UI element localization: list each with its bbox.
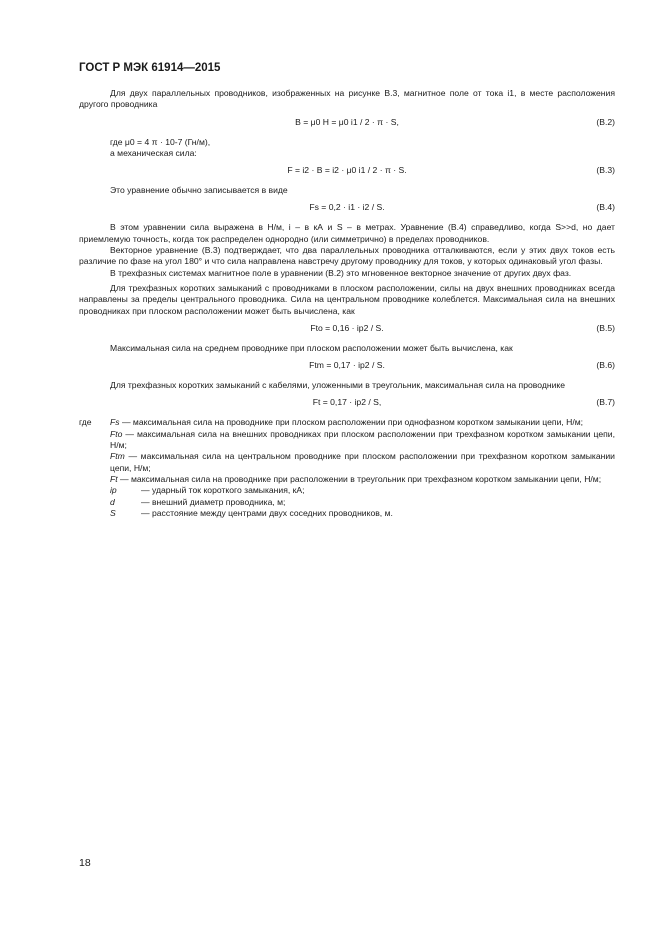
paragraph: В этом уравнении сила выражена в Н/м, i – в кА и S – в метрах. Уравнение (В.4) справедливо, когда S>>d, но дает приемлемую точность, когда ток распределен однородно (или симметрично) в пределах проводников. [79,222,615,244]
legend-item [79,485,615,496]
legend-text: — максимальная сила на центральном проводнике при плоском расположении при трехфазном коротком замыкании цепи, Н/м; [110,451,615,473]
equation-formula: Ft = 0,17 · ip2 / S, [312,397,382,408]
legend-item [79,417,615,428]
page-number: 18 [79,857,91,869]
equation-number: (В.3) [596,165,615,176]
legend-symbol: Ftm [110,451,125,462]
equation-formula: Ftm = 0,17 · ip2 / S. [309,360,385,371]
equation-formula: Fs = 0,2 · i1 · i2 / S. [309,202,385,213]
equation-b2 [79,117,615,130]
legend-item [79,451,615,474]
legend-item [79,429,615,452]
legend-text: — ударный ток короткого замыкания, кА; [141,485,305,496]
equation-formula: B = μ0 H = μ0 i1 / 2 · π · S, [295,116,399,127]
equation-formula: F = i2 · B = i2 · μ0 i1 / 2 · π · S. [287,165,407,176]
paragraph: Это уравнение обычно записывается в виде [110,185,288,196]
paragraph: В трехфазных системах магнитное поле в уравнении (В.2) это мгновенное векторное значение от других двух фаз. [110,267,572,278]
legend [79,417,615,519]
equation-number: (В.6) [596,360,615,371]
paragraph: Максимальная сила на среднем проводнике при плоском расположении может быть вычислена, как [110,342,513,353]
paragraph: Для трехфазных коротких замыканий с проводниками в плоском расположении, силы на двух внешних проводниках всегда направлены за пределы центрального проводника. Сила на центральном проводнике колеблется. Максимальная сила на внешних проводниках при плоском расположении может быть вычислена, как [79,282,615,316]
legend-symbol: S [110,507,116,518]
legend-text: — внешний диаметр проводника, м; [141,496,286,507]
equation-b7 [79,397,615,410]
equation-formula: Fto = 0,16 · ip2 / S. [310,322,384,333]
equation-number: (В.7) [596,397,615,408]
paragraph: а механическая сила: [110,147,197,158]
equation-number: (В.4) [596,202,615,213]
equation-b5 [79,323,615,336]
legend-symbol: d [110,496,115,507]
legend-symbol: Fs [110,417,120,428]
legend-symbol: ip [110,485,117,496]
legend-where: где [79,417,92,428]
legend-text: — максимальная сила на внешних проводниках при плоском расположении при трехфазном коротком замыкании цепи, Н/м; [110,428,615,451]
equation-b4 [79,202,615,215]
paragraph: где μ0 = 4 π · 10-7 (Гн/м), [110,136,211,147]
legend-text: — расстояние между центрами двух соседних проводников, м. [141,507,393,518]
paragraph: Для трехфазных коротких замыканий с кабелями, уложенными в треугольник, максимальная сила на проводнике [110,380,566,391]
legend-symbol: Ft [110,473,118,484]
equation-b6 [79,360,615,373]
legend-item [79,508,615,519]
legend-symbol: Fto [110,428,123,439]
legend-item [79,497,615,508]
legend-text: — максимальная сила на проводнике при плоском расположении при однофазном коротком замыкании цепи, Н/м; [121,417,584,428]
document-header: ГОСТ Р МЭК 61914—2015 [79,62,221,74]
legend-item [79,474,615,485]
paragraph: Векторное уравнение (В.3) подтверждает, что два параллельных проводника отталкиваются, если у этих двух токов есть различие по фазе на угол 180° и что сила направлена навстречу другому проводнику для токов, у которых одинаковый угол фазы. [79,245,615,267]
paragraph: Для двух параллельных проводников, изображенных на рисунке В.3, магнитное поле от тока i1, в месте расположения другого проводника [79,88,615,110]
equation-number: (В.2) [596,116,615,127]
equation-number: (В.5) [596,322,615,333]
equation-b3 [79,165,615,178]
legend-text: — максимальная сила на проводнике при расположении в треугольник при трехфазном коротком замыкании цепи, Н/м; [120,473,602,484]
page-content [79,88,615,519]
